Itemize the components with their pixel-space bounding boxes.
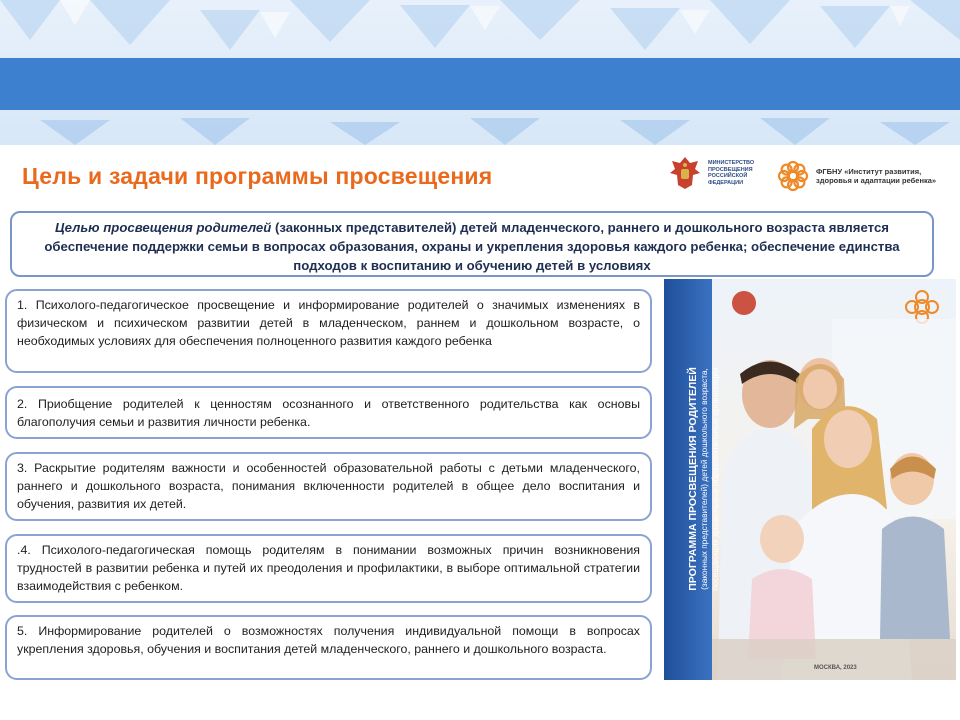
task-item-5: 5. Информирование родителей о возможностях получения индивидуальной помощи в вопросах укрепления здоровья, обучения и воспитания детей младенческого, раннего и дошкольного возраста. — [5, 615, 652, 680]
brochure-subtitle-2: посещающих дошкольные образовательные организации — [710, 367, 720, 591]
ministry-logo — [668, 155, 776, 191]
fgbnu-logo — [776, 159, 946, 193]
fgbnu-logo-text: ФГБНУ «Институт развития, здоровья и адаптации ребенка» — [816, 167, 937, 185]
ministry-logo-text: МИНИСТЕРСТВО ПРОСВЕЩЕНИЯ РОССИЙСКОЙ ФЕДЕРАЦИИ — [708, 160, 755, 186]
family-photo — [712, 279, 956, 680]
task-item-3: 3. Раскрытие родителям важности и особенностей образовательной работы с детьми младенческого, раннего и дошкольного возраста, понимания включенности родителей в общее дело воспитания и обучения, развития их детей. — [5, 452, 652, 521]
goal-statement — [10, 211, 934, 277]
brochure-title: ПРОГРАММА ПРОСВЕЩЕНИЯ РОДИТЕЛЕЙ — [687, 367, 699, 591]
slide — [0, 145, 960, 680]
brochure-city-year: МОСКВА, 2023 — [814, 665, 857, 671]
brochure-cover-image — [664, 279, 956, 680]
sun-flower-icon — [776, 159, 810, 193]
task-item-1: 1. Психолого-педагогическое просвещение и информирование родителей о значимых изменениях в физическом и психическом развитии детей в младенческом, раннем и дошкольном возрасте, о необходимых условиях для обеспечения полноценного развития каждого ребенка — [5, 289, 652, 373]
slide-title: Цель и задачи программы просвещения — [22, 163, 493, 189]
eagle-emblem-icon — [668, 155, 702, 191]
goal-lead: Целью просвещения родителей — [55, 220, 272, 235]
bottom-strip — [0, 680, 960, 720]
task-item-4: .4. Психолого-педагогическая помощь родителям в понимании возможных причин возникновения трудностей в развитии ребенка и путей их преодоления и профилактики, в выборе оптимальной стратегии взаимодействия с ребенком. — [5, 534, 652, 603]
goal-text: (законных представителей) детей младенческого, раннего и дошкольного возраста является обеспечение поддержки семьи в вопросах образования, охраны и укрепления здоровья каждого ребенка; обеспечение единства подходов к воспитанию и обучению детей в условиях — [44, 220, 900, 273]
task-item-2: 2. Приобщение родителей к ценностям осознанного и ответственного родительства как основы благополучия семьи и развития личности ребенка. — [5, 386, 652, 439]
header-bar — [0, 58, 960, 110]
brochure-subtitle-1: (законных представителей) детей дошкольного возраста, — [699, 368, 709, 590]
